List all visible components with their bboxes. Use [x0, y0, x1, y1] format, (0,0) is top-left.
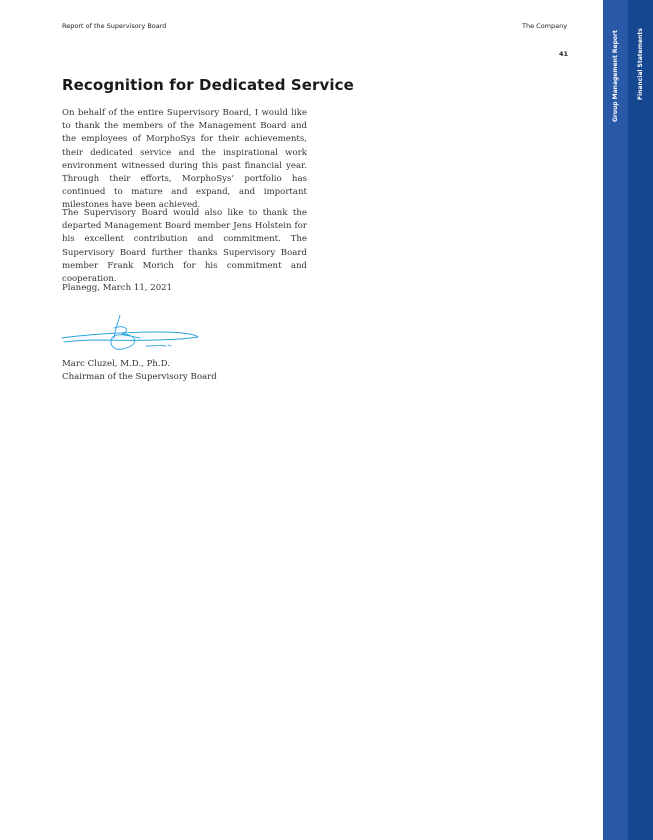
signature-dot-stroke	[168, 345, 171, 346]
page-number: 41	[558, 50, 568, 58]
header-section-title: Report of the Supervisory Board	[62, 22, 167, 30]
signature-baseline-stroke	[62, 332, 198, 342]
header-chapter-title: The Company	[522, 22, 568, 30]
side-tab-label-group-management-report[interactable]: Group Management Report	[612, 30, 619, 122]
page-title: Recognition for Dedicated Service	[62, 76, 354, 94]
signer-role: Chairman of the Supervisory Board	[62, 372, 217, 382]
side-tab-label-financial-statements[interactable]: Financial Statements	[637, 28, 644, 100]
signature-image	[60, 310, 205, 360]
place-and-date: Planegg, March 11, 2021	[62, 283, 173, 293]
side-tab-financial-statements[interactable]	[628, 0, 653, 840]
body-paragraph-2: The Supervisory Board would also like to thank the departed Management Board member Jens Holstein for his excellent contribution and commitment. The Supervisory Board further thanks Supervisory Board member Frank Morich for his commitment and cooperation.	[62, 208, 307, 285]
signer-name: Marc Cluzel, M.D., Ph.D.	[62, 359, 170, 369]
body-paragraph-1: On behalf of the entire Supervisory Board, I would like to thank the members of the Management Board and the employees of MorphoSys for their achievements, their dedicated service and the inspirational work environment witnessed during this past financial year. Through their efforts, MorphoSys’ portfolio has continued to mature and expand, and important milestones have been achieved.	[62, 108, 307, 211]
side-tab-group-management-report[interactable]	[603, 0, 628, 840]
